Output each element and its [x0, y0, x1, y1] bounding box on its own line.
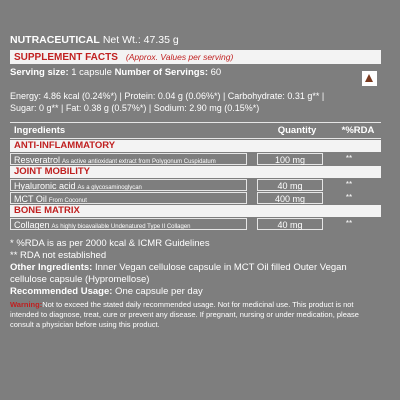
category-joint-mobility: JOINT MOBILITY	[10, 166, 381, 178]
other-ingredients-label: Other Ingredients:	[10, 262, 93, 273]
net-weight: Net Wt.: 47.35 g	[102, 34, 179, 46]
col-quantity: Quantity	[277, 125, 317, 136]
ingredient-qty: 40 mg	[257, 218, 323, 230]
rda-not-established: ** RDA not established	[10, 250, 107, 261]
ingredients-table-header	[10, 122, 381, 139]
ingredient-rda: **	[345, 193, 353, 202]
product-type: NUTRACEUTICAL	[10, 34, 100, 46]
serving-info	[10, 67, 381, 79]
supplement-label	[10, 34, 381, 330]
nutrition-line-1: Energy: 4.86 kcal (0.24%*) | Protein: 0.04 g (0.06%*) | Carbohydrate: 0.31 g** |	[10, 91, 325, 101]
ingredient-rda: **	[345, 154, 353, 163]
col-ingredients: Ingredients	[14, 125, 66, 136]
category-anti-inflammatory: ANTI-INFLAMMATORY	[10, 140, 381, 152]
table-row	[10, 192, 381, 204]
ingredient-desc: From Coconut	[48, 198, 87, 204]
col-rda: *%RDA	[341, 125, 375, 136]
recommended-usage-text: One capsule per day	[112, 286, 203, 297]
other-ingredients-text: Inner Vegan cellulose capsule in MCT Oil filled Outer Vegan cellulose capsule (Hypromellose)	[10, 262, 347, 285]
ingredient-qty: 400 mg	[257, 192, 323, 204]
warning	[10, 300, 381, 330]
other-ingredients	[10, 262, 381, 286]
warning-text: Not to exceed the stated daily recommended usage. Not for medicinal use. This product is not intended to diagnose, treat, cure or prevent any disease. If pregnant, nursing or under medication, please consult a physician before using this product.	[10, 300, 359, 329]
table-row	[10, 179, 381, 191]
nutrition-info	[10, 90, 381, 114]
servings-count-value: 60	[208, 67, 222, 78]
supplement-facts-bar	[10, 50, 381, 64]
ingredient-rda: **	[345, 219, 353, 228]
category-bone-matrix: BONE MATRIX	[10, 205, 381, 217]
label-header	[10, 34, 381, 46]
serving-size-value: 1 capsule	[68, 67, 115, 78]
ingredient-name: Hyaluronic acid	[14, 181, 76, 191]
rda-footnote: * %RDA is as per 2000 kcal & ICMR Guidelines	[10, 238, 210, 249]
ingredient-name: Collagen	[14, 220, 50, 230]
ingredient-qty: 100 mg	[257, 153, 323, 165]
veg-symbol-icon	[362, 71, 377, 86]
nutrition-line-2: Sugar: 0 g** | Fat: 0.38 g (0.57%*) | Sodium: 2.90 mg (0.15%*)	[10, 103, 260, 113]
servings-count-label: Number of Servings:	[114, 67, 208, 78]
ingredient-desc: As highly bioavailable Undenatured Type II Collagen	[51, 224, 191, 230]
ingredient-qty: 40 mg	[257, 179, 323, 191]
recommended-usage	[10, 286, 381, 298]
warning-label: Warning:	[10, 300, 43, 309]
recommended-usage-label: Recommended Usage:	[10, 286, 113, 297]
table-row	[10, 218, 381, 230]
ingredient-name: Resveratrol	[14, 155, 61, 165]
ingredient-desc: As a glycosaminoglycan	[77, 185, 142, 191]
table-row	[10, 153, 381, 165]
ingredient-name: MCT Oil	[14, 194, 47, 204]
label-notes	[10, 238, 381, 298]
supplement-facts-title: SUPPLEMENT FACTS	[14, 52, 118, 63]
ingredient-rda: **	[345, 180, 353, 189]
ingredient-desc: As active antioxidant extract from Polygonum Cuspidatum	[62, 159, 216, 165]
approx-note: (Approx. Values per serving)	[125, 52, 234, 62]
serving-size-label: Serving size:	[10, 67, 69, 78]
